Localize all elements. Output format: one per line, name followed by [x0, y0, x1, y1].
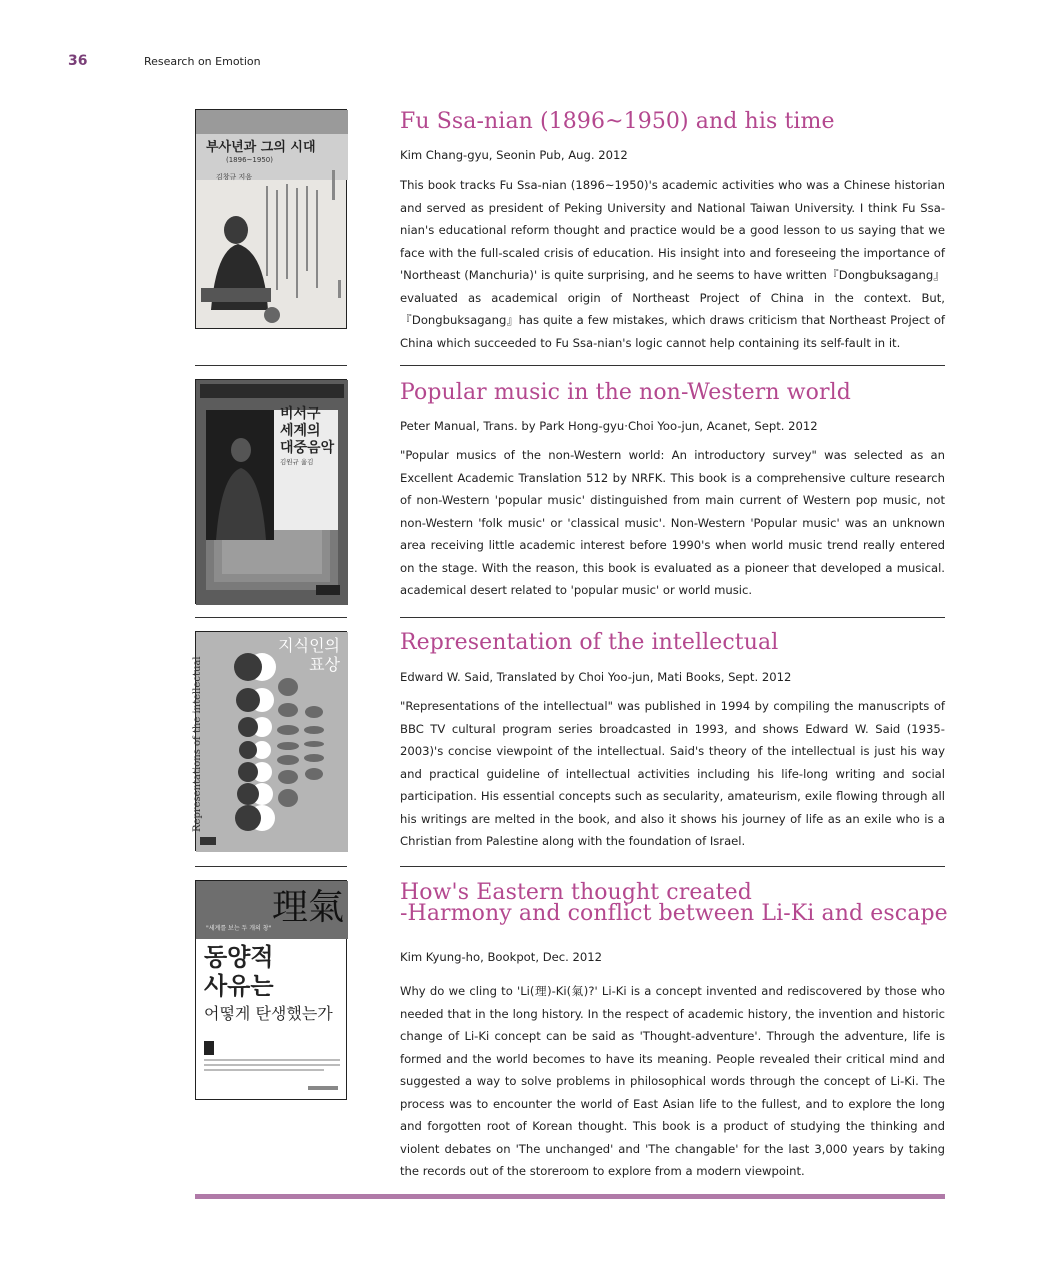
- separator-left-1: [195, 365, 347, 366]
- separator-left-2: [195, 617, 347, 618]
- entry-3-body: "Representations of the intellectual" was published in 1994 by compiling the manuscripts of BBC TV cultural program series broadcasted in 1993, and shows Edward W. Said (1935-2003)'s concise viewpoint of the intellectual. Said's theory of the intellectual is just his way and practical guideline of intellectual activities including his life-long writing and social participation. His essential concepts such as secularity, amateurism, exile flowing through all his writings are melted in the book, and also it shows his journey of life as an exile who is a Christian from Palestine along with the foundation of Israel.: [400, 699, 945, 848]
- page-number: 36: [68, 53, 88, 69]
- cover-4-title-line2: 사유는: [204, 972, 274, 1000]
- cover-3-title-line1: 지식인의: [278, 636, 340, 655]
- cover-2-title-line1: 비서구: [280, 406, 321, 422]
- running-title: Research on Emotion: [144, 55, 261, 68]
- book-cover-1: [195, 109, 347, 329]
- cover-4-title-line1: 동양적: [204, 943, 274, 971]
- cover-2-title-line2: 세계의: [280, 423, 321, 439]
- cover-4-title: [204, 943, 274, 1001]
- cover-4-hanja: 理氣: [271, 887, 344, 928]
- separator-right-2: [400, 617, 945, 618]
- cover-3-title-line2: 표상: [309, 655, 340, 674]
- cover-2-title: [280, 406, 334, 457]
- cover-4-tagline: "세계를 보는 두 개의 창": [206, 925, 272, 932]
- entry-1-meta: Kim Chang-gyu, Seonin Pub, Aug. 2012: [400, 148, 628, 162]
- entry-2-meta: Peter Manual, Trans. by Park Hong-gyu·Choi Yoo-jun, Acanet, Sept. 2012: [400, 419, 818, 433]
- entry-4-title-line2: -Harmony and conflict between Li-Ki and escape: [400, 901, 948, 926]
- entry-3-meta: Edward W. Said, Translated by Choi Yoo-jun, Mati Books, Sept. 2012: [400, 670, 792, 684]
- cover-3-spine-text: Representations of the intellectual: [192, 656, 203, 832]
- entry-2-body: "Popular musics of the non-Western world: An introductory survey" was selected as an Excellent Academic Translation 512 by NRFK. This book is a comprehensive culture research of non-Western 'popular music' distinguished from main current of Western pop music, not non-Western 'folk music' or 'classical music'. Non-Western 'Popular music' was an unknown area receiving little academic interest before 1990's when world music trend really entered on the stage. With the reason, this book is evaluated as a pioneer that developed a musical. academical desert related to 'popular music' or world music.: [400, 448, 945, 597]
- book-cover-2: [195, 379, 347, 604]
- book-cover-3: [192, 631, 347, 851]
- separator-right-1: [400, 365, 945, 366]
- cover-2-author: 김원규 옮김: [280, 458, 314, 466]
- book-cover-4: [195, 880, 347, 1100]
- entry-1-title: Fu Ssa-nian (1896~1950) and his time: [400, 109, 835, 134]
- entry-1-body: This book tracks Fu Ssa-nian (1896~1950)'s academic activities who was a Chinese historian and served as president of Peking University and National Taiwan University. I think Fu Ssa-nian's educational reform thought and practice would be a good lesson to us saying that we face with the full-scaled crisis of education. His insight into and foreseeing the importance of 'Northeast (Manchuria)' is quite surprising, and he seems to have written『Dongbuksagang』evaluated as academical origin of Northeast Project of China in the context. But,『Dongbuksagang』has quite a few mistakes, which draws criticism that Northeast Project of China which succeeded to Fu Ssa-nian's logic cannot help containing its self-fault in it.: [400, 178, 945, 350]
- cover-1-subtitle: (1896~1950): [226, 156, 273, 164]
- entry-2-title: Popular music in the non-Western world: [400, 380, 851, 405]
- entry-4-title-line1: How's Eastern thought created: [400, 880, 752, 905]
- entry-4-title: [400, 872, 960, 935]
- bottom-rule: [195, 1194, 945, 1199]
- cover-1-title: 부사년과 그의 시대: [206, 140, 316, 155]
- entry-4-body: Why do we cling to 'Li(理)-Ki(氣)?' Li-Ki is a concept invented and rediscovered by those who needed that in the long history. In the respect of academic history, the invention and historic change of Li-Ki concept can be said as 'Thought-adventure'. Through the adventure, life is formed and the world becomes to have its meaning. People revealed their critical mind and suggested a way to solve problems in philosophical words through the concept of Li-Ki. The process was to encounter the world of East Asian life to the fullest, and to explore the long and forgotten root of Korean thought. This book is a product of studying the thinking and violent debates on 'The unchanged' and 'The changable' for the last 3,000 years by taking the records out of the storeroom to explore from a modern viewpoint.: [400, 984, 945, 1178]
- cover-3-title: [278, 636, 340, 674]
- cover-2-title-line3: 대중음악: [280, 440, 335, 456]
- entry-4-meta: Kim Kyung-ho, Bookpot, Dec. 2012: [400, 950, 603, 964]
- cover-1-author: 김창규 지음: [216, 173, 253, 181]
- separator-right-3: [400, 866, 945, 867]
- separator-left-3: [195, 866, 347, 867]
- cover-4-title-line3: 어떻게 탄생했는가: [204, 1004, 333, 1023]
- entry-3-title: Representation of the intellectual: [400, 630, 779, 655]
